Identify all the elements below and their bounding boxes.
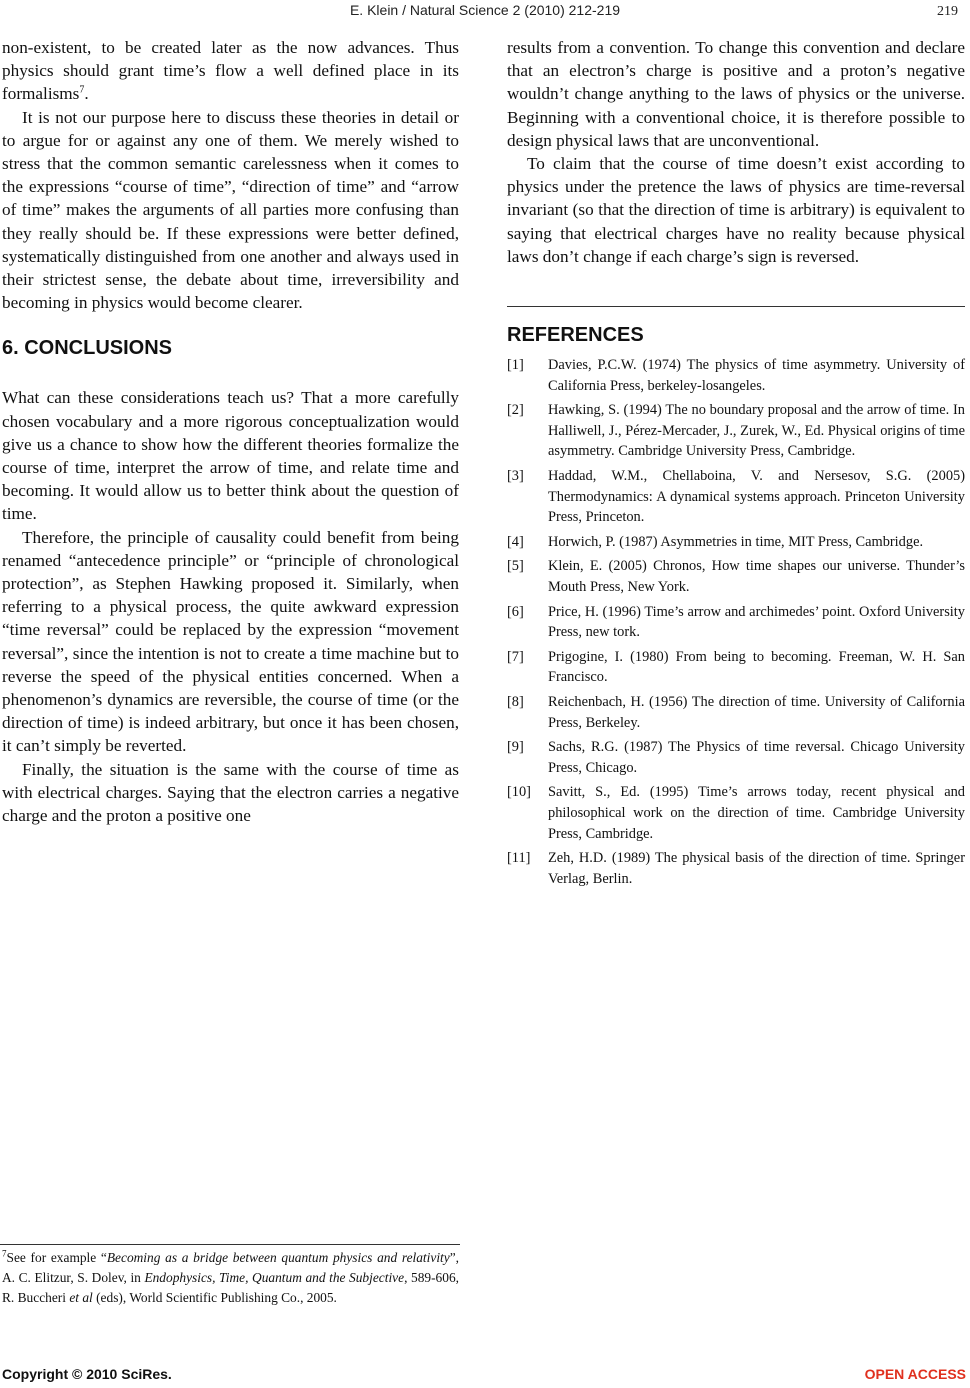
reference-text: Hawking, S. (1994) The no boundary proposal and the arrow of time. In Halliwell, J., Pérez-Mercader, J., Zurek, W., Ed. Physical origins of time asymmetry. Cambridge University Press, Cambridge. (548, 402, 965, 460)
running-title: E. Klein / Natural Science 2 (2010) 212-219 (349, 2, 621, 18)
right-column (507, 36, 965, 893)
copyright-notice: Copyright © 2010 SciRes. (2, 1366, 172, 1382)
reference-item (507, 355, 965, 396)
left-column (2, 36, 459, 827)
reference-item (507, 532, 965, 553)
reference-number: [7] (507, 648, 524, 665)
reference-number: [11] (507, 850, 531, 867)
reference-list (507, 355, 965, 889)
reference-number: [3] (507, 468, 524, 484)
reference-number: [2] (507, 402, 524, 419)
reference-text: Reichenbach, H. (1956) The direction of time. University of California Press, Berkeley. (548, 693, 965, 731)
paragraph: To claim that the course of time doesn’t exist according to physics under the pretence the laws of physics are time-reversal invariant (so that the direction of time is arbitrary) is equivalent to saying that electrical charges have no reality because physical laws don’t change if each charge’s sign is reversed. (507, 154, 965, 266)
reference-text: Price, H. (1996) Time’s arrow and archimedes’ point. Oxford University Press, new tork. (548, 603, 965, 641)
reference-item (507, 602, 965, 643)
reference-item (507, 466, 965, 528)
reference-item (507, 848, 965, 889)
reference-text: Horwich, P. (1987) Asymmetries in time, MIT Press, Cambridge. (548, 533, 924, 550)
paragraph: results from a convention. To change this convention and declare that an electron’s charge is positive and a proton’s negative wouldn’t change anything to the laws of physics or the universe. Beginning with a conventional choice, it is therefore possible to design physical laws that are unconventional. (507, 38, 965, 150)
reference-text: Sachs, R.G. (1987) The Physics of time reversal. Chicago University Press, Chicago. (548, 739, 965, 776)
reference-text: Prigogine, I. (1980) From being to becoming. Freeman, W. H. San Francisco. (548, 648, 965, 686)
footnote: $^7$See for example “Becoming as a bridge between quantum physics and relativity”, A. C. Elitzur, S. Dolev, in Endophysics, Time, Quantum and the Subjective, 589-606, R. Buccheri et al (eds), World Scientific Publishing Co., 2005. (2, 1248, 459, 1305)
reference-item (507, 400, 965, 462)
reference-text: Davies, P.C.W. (1974) The physics of time asymmetry. University of California Press, berkeley-losangeles. (548, 357, 965, 394)
reference-number: [5] (507, 558, 524, 575)
reference-number: [4] (507, 533, 524, 550)
reference-number: [6] (507, 603, 524, 620)
reference-number: [1] (507, 357, 524, 374)
reference-text: Haddad, W.M., Chellaboina, V. and Nersesov, S.G. (2005) Thermodynamics: A dynamical systems approach. Princeton University Press, Princeton. (548, 468, 965, 526)
reference-item (507, 556, 965, 597)
reference-number: [10] (507, 784, 531, 801)
paragraph: Finally, the situation is the same with the course of time as with electrical charges. Saying that the electron carries a negative charge and the proton a positive one (2, 759, 459, 826)
reference-item (507, 647, 965, 688)
paragraph: It is not our purpose here to discuss these theories in detail or to argue for or against any one of them. We merely wished to stress that the common semantic carelessness when it comes to the expressions “course of time”, “direction of time” and “arrow of time” makes the arguments of all parties more confusing than they really should be. If these expressions were better defined, systematically distinguished from one another and always used in their strictest sense, the debate about time, irreversibility and becoming in physics would become clearer. (2, 107, 459, 313)
paragraph: non-existent, to be created later as the now advances. Thus physics should grant time’s flow a well defined place in its formalisms$^7$. (2, 38, 459, 104)
open-access-label[interactable]: OPEN ACCESS (864, 1366, 966, 1382)
footnote-divider (0, 1244, 460, 1245)
paragraph: What can these considerations teach us? That a more carefully chosen vocabulary and a more rigorous conceptualization would give us a chance to show how the different theories formalize the course of time, interpret the arrow of time, and relate time and becoming. It would allow us to better think about the question of time. (2, 388, 459, 524)
divider (507, 306, 965, 307)
reference-number: [9] (507, 739, 524, 756)
reference-item (507, 782, 965, 844)
page-number: 219 (937, 4, 958, 19)
reference-text: Savitt, S., Ed. (1995) Time’s arrows today, recent physical and philosophical work on the direction of time. Cambridge University Press, Cambridge. (548, 784, 965, 842)
reference-text: Klein, E. (2005) Chronos, How time shapes our universe. Thunder’s Mouth Press, New York. (548, 558, 965, 595)
paragraph: Therefore, the principle of causality could benefit from being renamed “antecedence principle” or “principle of chronological protection”, as Stephen Hawking proposed it. Similarly, when referring to a physical process, the quite awkward expression “time reversal” could be replaced by the expression “movement reversal”, since the intention is not to create a time machine but to reverse the speed of the physical entities concerned. When a phenomenon’s dynamics are reversible, the course of time (or the direction of time) is indeed arbitrary, but once it has been chosen, it can’t simply be reverted. (2, 527, 459, 756)
footnote-marker[interactable]: 7 (79, 84, 85, 96)
reference-item (507, 737, 965, 778)
reference-text: Zeh, H.D. (1989) The physical basis of the direction of time. Springer Verlag, Berlin. (548, 850, 965, 887)
reference-item (507, 692, 965, 733)
references-heading: REFERENCES (507, 324, 644, 347)
section-heading: 6. CONCLUSIONS (2, 337, 173, 360)
reference-number: [8] (507, 693, 524, 710)
